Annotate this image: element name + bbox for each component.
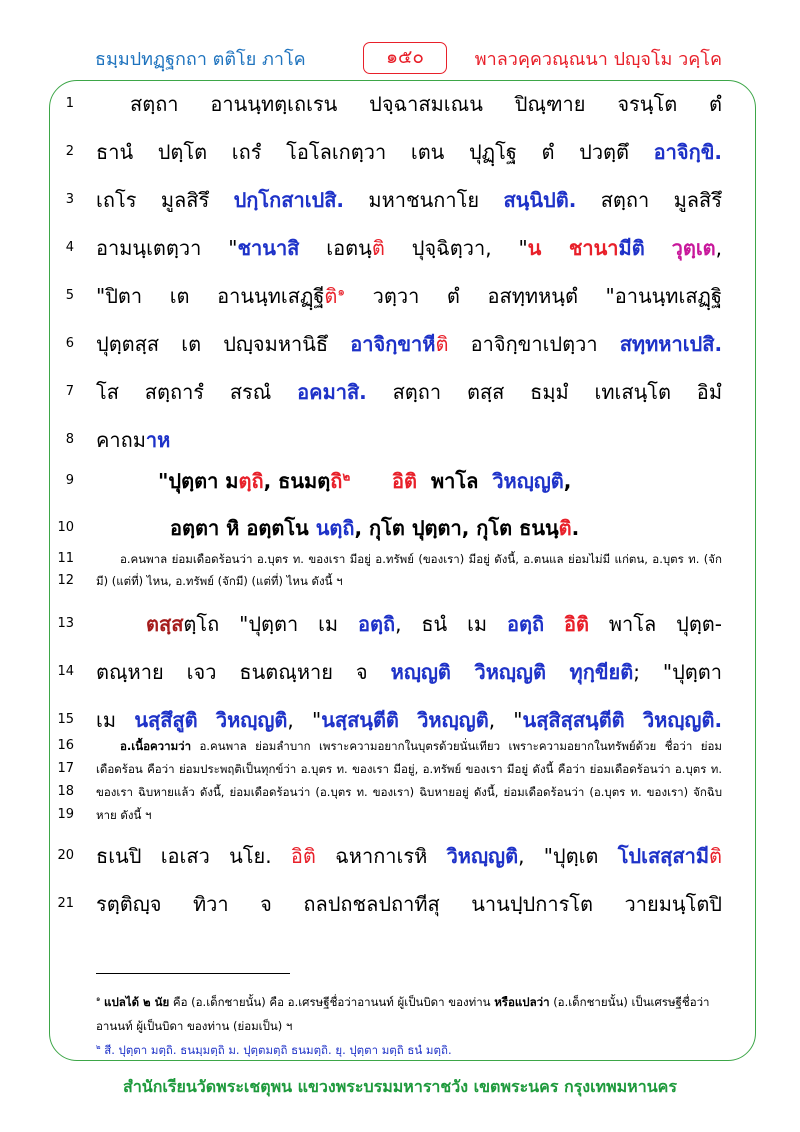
text-span: ฉหากาเรหิ: [335, 844, 428, 868]
line-number: 19: [57, 807, 74, 822]
text-span: รตฺติญฺจ ทิวา จ ถลปถชลปถาทีสุ นานปฺปการโต วายมนฺโตปิ: [96, 892, 722, 916]
text-span: อ.เนื้อความว่า: [120, 739, 192, 753]
text-span: คือ (อ.เด็กชายนั้น) คือ อ.เศรษฐีชื่อว่าอานนท์ ผู้เป็นบิดา ของท่าน: [172, 995, 491, 1009]
pali-term: ปกฺโกสาเปสิ.: [233, 188, 345, 212]
text-span: พาโล: [430, 469, 479, 493]
iti-marker: ตฺถิ: [238, 469, 264, 493]
footnote-1-cont: [96, 1018, 726, 1036]
text-span: "ปุตฺตา ม: [158, 469, 239, 493]
iti-marker: ติ: [558, 516, 572, 540]
text-span: อตฺตา หิ อตฺตโน: [170, 516, 309, 540]
line-number: 16: [57, 738, 74, 753]
text-span: ตฺโถ: [183, 612, 220, 636]
text-span: หรือแปลว่า: [494, 995, 550, 1009]
text-span: โส สตฺถารํ สรณํ: [96, 380, 272, 404]
text-span: ของเรา ฉิบหายแล้ว ดังนี้, ย่อมเดือดร้อนว่า (อ.บุตร ท. ของเรา) ฉิบหายอยู่ ดังนี้, ย่อมเดือดร้อนว่า (อ.บุตร ท. ของเรา) จักฉิบ: [96, 785, 722, 799]
pali-term: อาจิกฺขิ.: [653, 140, 722, 164]
line-number: 12: [57, 573, 74, 588]
iti-marker: อิติ: [392, 469, 418, 493]
text-span: ปุจฺฉิตฺวา, ": [411, 236, 528, 260]
footnote-1: [96, 994, 726, 1012]
text-span: เถโร มูลสิรึ: [96, 188, 210, 212]
text-span: เอตนฺ: [326, 236, 372, 260]
text-span: มหาชนกาโย: [368, 188, 480, 212]
text-span: สตฺถา มูลสิรึ: [600, 188, 723, 212]
pali-term: วิหญฺญติ: [446, 844, 519, 868]
text-span: ธานํ ปตฺโต เถรํ โอโลเกตฺวา เตน ปุฏฺโฐ ตํ ปวตฺตึ: [96, 140, 630, 164]
text-span: ,: [563, 469, 572, 493]
iti-marker: ถิ: [330, 469, 343, 493]
text-span: ปุตฺตสฺส เต ปญฺจมหานิธึ: [96, 332, 329, 356]
text-span: เดือดร้อน คือว่า ย่อมประพฤติเป็นทุกข์ว่า อ.บุตร ท. ของเรา มีอยู่, อ.ทรัพย์ ของเรา มีอยู่ ดังนี้ คือว่า ย่อมเดือดร้อนว่า อ.บุตร ท.: [96, 762, 722, 776]
footnote-marker: ๑: [337, 284, 346, 299]
pali-term: นสฺสิสฺสนฺตีติ: [522, 708, 625, 732]
footnote-separator: [96, 973, 290, 974]
iti-marker: ติ: [435, 332, 449, 356]
text-span: ตณฺหาย เจว ธนตณฺหาย จ: [96, 660, 368, 684]
pali-term: าห: [145, 428, 171, 452]
pali-term: โปเสสฺสามี: [617, 844, 709, 868]
line-number: 2: [65, 144, 74, 159]
line-number: 3: [65, 192, 74, 207]
text-span: สตฺถา อานนฺทตฺเถเรน ปจฺฉาสมเณน ปิณฺฑาย จรนฺโต ตํ: [130, 92, 722, 116]
text-span: เม: [96, 708, 117, 732]
text-span: (อ.เด็กชายนั้น) เป็นเศรษฐีชื่อว่า: [553, 995, 710, 1009]
text-span: , ": [287, 708, 322, 732]
text-span: อ.คนพาล ย่อมลำบาก เพราะความอยากในบุตรด้วยนั่นเทียว เพราะความอยากในทรัพย์ด้วย ชื่อว่า ย่อม: [199, 739, 722, 753]
text-span: ; "ปุตฺตา: [633, 660, 723, 684]
text-span: , กุโต ปุตฺตา, กุโต ธนนฺ: [354, 516, 559, 540]
text-span: ธเนปิ เอเสว นโย.: [96, 844, 272, 868]
text-span: มี) (แต่ที่) ไหน, อ.ทรัพย์ (จักมี) (แต่ที่) ไหน ดังนี้ ฯ: [96, 574, 343, 588]
text-span: วตฺวา ตํ อสทฺทหนฺตํ "อานนฺทเสฏฺฐิ: [372, 284, 722, 308]
pali-term: นสฺสนฺตีติ: [321, 708, 399, 732]
pali-term: วิหญฺญติ: [417, 708, 489, 732]
text-span: , ": [488, 708, 523, 732]
text-span: สตฺถา ตสฺส ธมฺมํ เทเสนฺโต อิมํ: [392, 380, 722, 404]
pali-term: อตฺถิ: [358, 612, 396, 636]
line-number: 9: [65, 473, 74, 488]
text-span: ,: [715, 236, 723, 260]
text-span: , ธนมตฺ: [263, 469, 331, 493]
pali-term: วิหญฺญติ.: [642, 708, 723, 732]
line-number: 14: [57, 664, 74, 679]
text-span: .: [571, 516, 580, 540]
text-span: , "ปุตฺเต: [518, 844, 599, 868]
footnote-marker: ๒: [96, 1043, 101, 1052]
line-number: 7: [65, 384, 74, 399]
pali-term: อคมาสิ.: [297, 380, 367, 404]
text-span: "ปิตา เต อานนฺทเสฏฺฐี: [96, 284, 325, 308]
line-number: 20: [57, 848, 74, 863]
text-span: อาจิกฺขาเปตฺวา: [470, 332, 598, 356]
text-span: คาถม: [96, 428, 146, 452]
text-span: พาโล ปุตฺต-: [608, 612, 723, 636]
iti-marker: อิติ: [290, 844, 316, 868]
text-span: สี. ปุตฺตา มตฺถิ. ธนมฺมตฺถิ ม. ปุตฺตมตฺถิ ธนมตฺถิ. ยุ. ปุตฺตา มตฺถิ ธนํ มตฺถิ.: [104, 1043, 452, 1057]
pali-term: สทฺทหาเปสิ.: [619, 332, 723, 356]
footnote-2: [96, 1042, 726, 1060]
pali-term: ตสฺส: [146, 612, 184, 636]
page-footer: สำนักเรียนวัดพระเชตุพน แขวงพระบรมมหาราชวัง เขตพระนคร กรุงเทพมหานคร: [123, 1077, 677, 1096]
pali-term: มีติ: [618, 236, 645, 260]
iti-marker: อิติ: [563, 612, 589, 636]
pali-term: น ชานา: [527, 236, 619, 260]
pali-term: อตฺถิ: [506, 612, 545, 636]
line-number: 17: [57, 761, 74, 776]
page-number-box: ๑๕๐: [363, 42, 447, 74]
line-number: 10: [57, 520, 74, 535]
text-span: อ.คนพาล ย่อมเดือดร้อนว่า อ.บุตร ท. ของเรา มีอยู่ อ.ทรัพย์ (ของเรา) มีอยู่ ดังนี้, อ.ตนแล ย่อมไม่มี แก่ตน, อ.บุตร ท. (จัก: [120, 552, 722, 566]
text-span: หาย ดังนี้ ฯ: [96, 808, 152, 822]
pali-term: นสฺสึสูติ: [134, 708, 198, 732]
header-book-title: ธมฺมปทฏฺฐกถา ตติโย ภาโค: [95, 49, 306, 70]
line-number: 21: [57, 896, 74, 911]
line-number: 18: [57, 784, 74, 799]
line-number: 15: [57, 712, 74, 727]
line-number: 8: [65, 432, 74, 447]
pali-term: อาจิกฺขาหี: [350, 332, 436, 356]
line-number: 11: [57, 551, 74, 566]
pali-term: ชานาสิ: [237, 236, 300, 260]
line-number: 13: [57, 616, 74, 631]
header-chapter-title: พาลวคฺควณฺณนา ปญฺจโม วคฺโค: [474, 49, 722, 70]
text-span: อานนท์ ผู้เป็นบิดา ของท่าน (ย่อมเป็น) ฯ: [96, 1019, 293, 1033]
iti-marker: ติ: [709, 844, 722, 868]
pali-term: นตฺถิ: [315, 516, 355, 540]
iti-marker: ติ: [371, 236, 385, 260]
line-number: 1: [65, 96, 74, 111]
text-span: , ธนํ เม: [395, 612, 488, 636]
text-span: แปลได้ ๒ นัย: [104, 995, 170, 1009]
pali-term: วิหญฺญติ: [215, 708, 288, 732]
text-span: "ปุตฺตา เม: [239, 612, 339, 636]
iti-marker: ติ: [324, 284, 338, 308]
pali-term: วุตฺเต: [671, 236, 716, 260]
footnote-marker: ๑: [96, 995, 101, 1004]
line-number: 6: [65, 336, 74, 351]
line-number: 4: [65, 240, 74, 255]
pali-term: หญฺญติ วิหญฺญติ ทุกฺขียติ: [390, 660, 634, 684]
footnote-marker: ๒: [342, 469, 351, 484]
pali-term: วิหญฺญติ: [492, 469, 564, 493]
pali-term: สนฺนิปติ.: [503, 188, 577, 212]
text-span: อามนฺเตตฺวา ": [96, 236, 238, 260]
line-number: 5: [65, 288, 74, 303]
